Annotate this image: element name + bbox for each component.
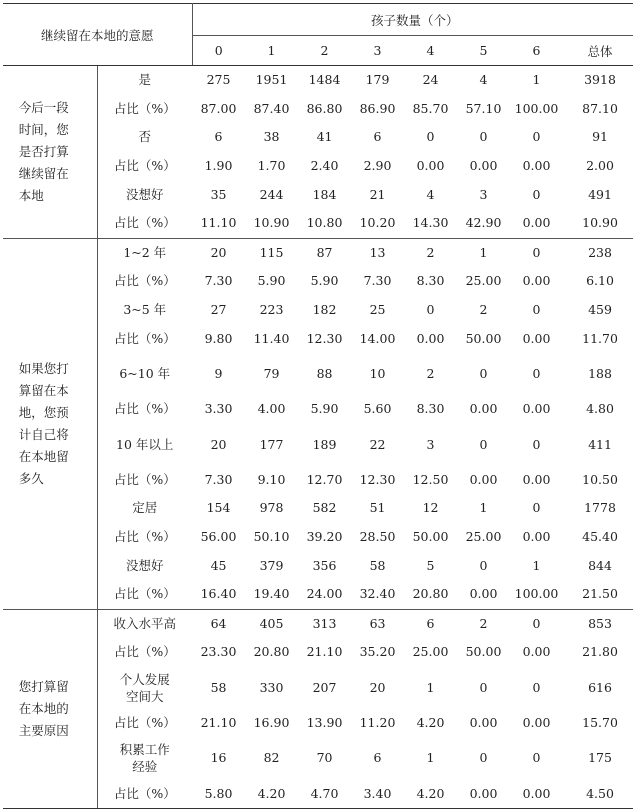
value-cell: 978 <box>259 500 284 516</box>
table-row <box>3 123 633 152</box>
value-cell: 313 <box>298 609 351 638</box>
row-label: 否 <box>138 129 152 145</box>
value-cell: 6.10 <box>586 273 614 289</box>
value-cell: 87.00 <box>200 100 237 116</box>
table-row <box>3 709 633 738</box>
value-cell: 11.40 <box>253 330 290 346</box>
value-cell: 0 <box>532 365 541 381</box>
column-header: 4 <box>404 36 457 66</box>
value-cell: 0 <box>479 129 488 145</box>
value-cell: 1 <box>426 679 435 695</box>
value-cell: 4 <box>479 72 488 88</box>
value-cell: 25.00 <box>412 644 449 660</box>
value-cell: 50.00 <box>465 644 502 660</box>
value-cell: 87.40 <box>253 100 290 116</box>
value-cell: 5 <box>426 557 435 573</box>
value-cell: 21.80 <box>582 644 618 660</box>
value-cell: 57.10 <box>465 100 502 116</box>
value-cell: 87.10 <box>582 100 618 116</box>
table-row <box>3 324 633 353</box>
value-cell: 3.30 <box>204 401 233 417</box>
value-cell: 0.00 <box>522 529 551 545</box>
value-cell: 356 <box>312 557 337 573</box>
value-cell: 275 <box>206 72 231 88</box>
value-cell: 63 <box>351 609 404 638</box>
table-row <box>3 152 633 181</box>
value-cell: 23.30 <box>200 644 237 660</box>
value-cell: 24.00 <box>306 586 343 602</box>
question-label: 您打算留在本地的主要原因 <box>18 678 69 738</box>
value-cell: 58 <box>210 679 227 695</box>
value-cell: 6 <box>373 750 382 766</box>
value-cell: 175 <box>588 750 612 766</box>
row-label-cell <box>97 424 192 466</box>
row-label-cell <box>97 609 192 638</box>
value-cell: 20 <box>192 238 245 267</box>
value-cell: 4.00 <box>257 401 286 417</box>
value-cell: 411 <box>588 436 612 452</box>
value-cell: 0 <box>479 557 488 573</box>
value-cell: 0 <box>426 129 435 145</box>
value-cell: 2.00 <box>586 158 614 174</box>
table-row <box>3 424 633 466</box>
row-label-cell <box>97 737 192 779</box>
value-cell: 58 <box>369 557 386 573</box>
value-cell: 51 <box>369 500 386 516</box>
row-label-cell <box>97 667 192 709</box>
value-cell: 0 <box>479 365 488 381</box>
table-row <box>3 466 633 495</box>
value-cell: 184 <box>312 186 337 202</box>
value-cell: 16.90 <box>253 714 290 730</box>
value-cell: 0.00 <box>510 779 563 808</box>
table-row <box>3 779 633 808</box>
question-label: 今后一段时间，您是否打算继续留在本地 <box>18 99 69 203</box>
column-header: 3 <box>351 36 404 66</box>
value-cell: 25 <box>369 302 386 318</box>
table-row <box>3 267 633 296</box>
value-cell: 4.20 <box>404 779 457 808</box>
value-cell: 238 <box>563 238 633 267</box>
table-row <box>3 667 633 709</box>
row-label: 收入水平高 <box>113 615 177 631</box>
value-cell: 10.20 <box>359 215 396 231</box>
value-cell: 16.40 <box>200 586 237 602</box>
row-label-cell <box>97 638 192 667</box>
value-cell: 20 <box>210 436 227 452</box>
value-cell: 0.00 <box>522 330 551 346</box>
value-cell: 21 <box>369 186 386 202</box>
row-label-cell <box>97 296 192 325</box>
column-header: 1 <box>245 36 298 66</box>
value-cell: 0 <box>510 609 563 638</box>
row-label-cell <box>97 523 192 552</box>
table-row <box>3 353 633 395</box>
value-cell: 2 <box>426 365 435 381</box>
row-label-cell <box>97 152 192 181</box>
row-header: 继续留在本地的意愿 <box>3 4 192 66</box>
value-cell: 1.90 <box>204 158 233 174</box>
value-cell: 50.10 <box>253 529 290 545</box>
table-row <box>3 523 633 552</box>
row-label: 6~10 年 <box>119 366 171 382</box>
value-cell: 1 <box>457 238 510 267</box>
value-cell: 4.20 <box>245 779 298 808</box>
value-cell: 0.00 <box>457 779 510 808</box>
row-label-cell <box>97 324 192 353</box>
table-row <box>3 66 633 95</box>
row-label: 没想好 <box>126 186 164 202</box>
value-cell: 0.00 <box>522 273 551 289</box>
value-cell: 50.00 <box>465 330 502 346</box>
row-label-cell <box>97 238 192 267</box>
value-cell: 4.50 <box>563 779 633 808</box>
value-cell: 0 <box>532 129 541 145</box>
row-label: 占比（%） <box>113 644 176 660</box>
value-cell: 0.00 <box>416 158 445 174</box>
value-cell: 82 <box>263 750 280 766</box>
value-cell: 0.00 <box>522 714 551 730</box>
value-cell: 6 <box>214 129 223 145</box>
value-cell: 189 <box>312 436 337 452</box>
value-cell: 15.70 <box>582 714 618 730</box>
value-cell: 0 <box>479 679 488 695</box>
value-cell: 64 <box>192 609 245 638</box>
value-cell: 7.30 <box>363 273 392 289</box>
value-cell: 4 <box>426 186 435 202</box>
value-cell: 2.40 <box>310 158 339 174</box>
value-cell: 100.00 <box>514 100 559 116</box>
value-cell: 25.00 <box>465 529 502 545</box>
value-cell: 32.40 <box>359 586 396 602</box>
value-cell: 0.00 <box>522 215 551 231</box>
value-cell: 13 <box>351 238 404 267</box>
value-cell: 379 <box>259 557 284 573</box>
value-cell: 20.80 <box>412 586 449 602</box>
value-cell: 87 <box>298 238 351 267</box>
row-label: 占比（%） <box>113 714 176 730</box>
value-cell: 1 <box>426 750 435 766</box>
value-cell: 1.70 <box>257 158 286 174</box>
row-label-cell <box>97 395 192 424</box>
row-label: 占比（%） <box>113 273 176 289</box>
value-cell: 3 <box>479 186 488 202</box>
value-cell: 853 <box>563 609 633 638</box>
value-cell: 10.80 <box>306 215 343 231</box>
question-label: 如果您打算留在本地，您预计自己将在本地留多久 <box>18 360 69 486</box>
row-label-cell <box>97 709 192 738</box>
value-cell: 491 <box>588 186 612 202</box>
value-cell: 0.00 <box>416 330 445 346</box>
value-cell: 0.00 <box>522 401 551 417</box>
value-cell: 5.90 <box>257 273 286 289</box>
value-cell: 9.10 <box>257 471 286 487</box>
value-cell: 0.00 <box>522 158 551 174</box>
value-cell: 20 <box>369 679 386 695</box>
row-label: 个人发展空间大 <box>119 671 170 704</box>
value-cell: 0 <box>532 186 541 202</box>
value-cell: 100.00 <box>514 586 559 602</box>
value-cell: 0.00 <box>469 158 498 174</box>
table-row <box>3 551 633 580</box>
value-cell: 7.30 <box>204 273 233 289</box>
value-cell: 0 <box>510 238 563 267</box>
value-cell: 8.30 <box>416 401 445 417</box>
value-cell: 0.00 <box>522 471 551 487</box>
row-label-cell <box>97 267 192 296</box>
value-cell: 182 <box>312 302 337 318</box>
value-cell: 0 <box>532 436 541 452</box>
table-row <box>3 580 633 609</box>
value-cell: 12.50 <box>412 471 449 487</box>
row-label: 占比（%） <box>113 529 176 545</box>
value-cell: 405 <box>245 609 298 638</box>
value-cell: 223 <box>259 302 284 318</box>
row-label-cell <box>97 180 192 209</box>
value-cell: 1484 <box>308 72 341 88</box>
value-cell: 244 <box>259 186 284 202</box>
value-cell: 21.10 <box>306 644 343 660</box>
value-cell: 20.80 <box>253 644 290 660</box>
table-row <box>3 95 633 124</box>
value-cell: 0.00 <box>469 401 498 417</box>
column-header: 6 <box>510 36 563 66</box>
table-body <box>3 66 633 809</box>
row-label: 积累工作经验 <box>119 742 170 775</box>
value-cell: 35 <box>210 186 227 202</box>
row-label: 3~5 年 <box>123 302 167 318</box>
value-cell: 38 <box>263 129 280 145</box>
value-cell: 11.20 <box>359 714 396 730</box>
value-cell: 27 <box>210 302 227 318</box>
column-header: 0 <box>192 36 245 66</box>
value-cell: 188 <box>588 365 612 381</box>
value-cell: 0.00 <box>469 714 498 730</box>
value-cell: 1 <box>532 72 541 88</box>
value-cell: 0 <box>532 500 541 516</box>
value-cell: 24 <box>422 72 439 88</box>
value-cell: 10.90 <box>253 215 290 231</box>
value-cell: 79 <box>263 365 280 381</box>
value-cell: 154 <box>206 500 231 516</box>
row-label: 占比（%） <box>113 215 176 231</box>
table-row <box>3 296 633 325</box>
value-cell: 844 <box>588 557 612 573</box>
value-cell: 91 <box>592 129 608 145</box>
value-cell: 207 <box>312 679 337 695</box>
row-label-cell <box>97 66 192 95</box>
table-row <box>3 395 633 424</box>
value-cell: 616 <box>588 679 612 695</box>
value-cell: 2 <box>479 302 488 318</box>
table-row <box>3 209 633 238</box>
row-label: 定居 <box>132 500 158 516</box>
value-cell: 50.00 <box>412 529 449 545</box>
value-cell: 21.50 <box>582 586 618 602</box>
table-row <box>3 494 633 523</box>
value-cell: 4.80 <box>586 401 614 417</box>
row-label-cell <box>97 209 192 238</box>
value-cell: 115 <box>245 238 298 267</box>
row-label-cell <box>97 779 192 808</box>
value-cell: 7.30 <box>204 471 233 487</box>
row-label-cell <box>97 466 192 495</box>
value-cell: 11.70 <box>582 330 618 346</box>
row-label: 占比（%） <box>113 330 176 346</box>
value-cell: 13.90 <box>306 714 343 730</box>
value-cell: 28.50 <box>359 529 396 545</box>
value-cell: 45 <box>210 557 227 573</box>
row-label: 没想好 <box>126 557 164 573</box>
question-cell <box>3 66 97 239</box>
value-cell: 39.20 <box>306 529 343 545</box>
table-row <box>3 737 633 779</box>
value-cell: 2.90 <box>363 158 392 174</box>
value-cell: 6 <box>373 129 382 145</box>
row-label: 1~2 年 <box>123 244 167 260</box>
value-cell: 12.30 <box>359 471 396 487</box>
value-cell: 459 <box>588 302 612 318</box>
row-label-cell <box>97 123 192 152</box>
value-cell: 0 <box>532 750 541 766</box>
value-cell: 9 <box>214 365 223 381</box>
value-cell: 56.00 <box>200 529 237 545</box>
value-cell: 330 <box>259 679 284 695</box>
value-cell: 0 <box>532 302 541 318</box>
row-label: 占比（%） <box>113 785 176 801</box>
value-cell: 35.20 <box>359 644 396 660</box>
value-cell: 88 <box>316 365 333 381</box>
row-label-cell <box>97 95 192 124</box>
value-cell: 41 <box>316 129 333 145</box>
value-cell: 2 <box>457 609 510 638</box>
value-cell: 1 <box>532 557 541 573</box>
value-cell: 4.70 <box>298 779 351 808</box>
value-cell: 1 <box>479 500 488 516</box>
value-cell: 1951 <box>255 72 288 88</box>
row-label: 占比（%） <box>113 158 176 174</box>
column-header: 总体 <box>563 36 633 66</box>
value-cell: 3918 <box>584 72 616 88</box>
value-cell: 12.70 <box>306 471 343 487</box>
value-cell: 6 <box>404 609 457 638</box>
value-cell: 16 <box>210 750 227 766</box>
row-label-cell <box>97 494 192 523</box>
value-cell: 22 <box>369 436 386 452</box>
value-cell: 86.80 <box>306 100 343 116</box>
value-cell: 5.60 <box>363 401 392 417</box>
value-cell: 1778 <box>584 500 616 516</box>
row-label-cell <box>97 353 192 395</box>
data-table <box>3 3 633 809</box>
column-header: 2 <box>298 36 351 66</box>
value-cell: 12 <box>422 500 439 516</box>
value-cell: 8.30 <box>416 273 445 289</box>
value-cell: 21.10 <box>200 714 237 730</box>
row-label: 10 年以上 <box>116 437 174 453</box>
row-label: 占比（%） <box>113 401 176 417</box>
question-cell <box>3 609 97 808</box>
value-cell: 582 <box>312 500 337 516</box>
value-cell: 86.90 <box>359 100 396 116</box>
value-cell: 0 <box>479 750 488 766</box>
value-cell: 179 <box>365 72 390 88</box>
value-cell: 0.00 <box>469 471 498 487</box>
value-cell: 3.40 <box>351 779 404 808</box>
value-cell: 11.10 <box>200 215 237 231</box>
value-cell: 4.20 <box>416 714 445 730</box>
column-header: 5 <box>457 36 510 66</box>
value-cell: 177 <box>259 436 284 452</box>
value-cell: 42.90 <box>465 215 502 231</box>
value-cell: 5.80 <box>192 779 245 808</box>
value-cell: 0.00 <box>469 586 498 602</box>
value-cell: 5.90 <box>310 273 339 289</box>
table-row <box>3 180 633 209</box>
column-group-header: 孩子数量（个） <box>192 4 633 36</box>
row-label-cell <box>97 580 192 609</box>
value-cell: 14.00 <box>359 330 396 346</box>
value-cell: 0 <box>532 679 541 695</box>
row-label: 占比（%） <box>113 100 176 116</box>
value-cell: 10.90 <box>582 215 618 231</box>
value-cell: 0 <box>426 302 435 318</box>
value-cell: 14.30 <box>412 215 449 231</box>
value-cell: 85.70 <box>412 100 449 116</box>
value-cell: 0 <box>479 436 488 452</box>
row-label: 是 <box>138 72 152 88</box>
value-cell: 19.40 <box>253 586 290 602</box>
table-row <box>3 609 633 638</box>
value-cell: 70 <box>316 750 333 766</box>
question-cell <box>3 238 97 609</box>
value-cell: 10.50 <box>582 471 618 487</box>
table-row <box>3 238 633 267</box>
value-cell: 3 <box>426 436 435 452</box>
table-row <box>3 638 633 667</box>
value-cell: 45.40 <box>582 529 618 545</box>
value-cell: 2 <box>404 238 457 267</box>
row-label-cell <box>97 551 192 580</box>
value-cell: 12.30 <box>306 330 343 346</box>
row-label: 占比（%） <box>113 471 176 487</box>
value-cell: 9.80 <box>204 330 233 346</box>
value-cell: 25.00 <box>465 273 502 289</box>
row-label: 占比（%） <box>113 586 176 602</box>
value-cell: 0.00 <box>522 644 551 660</box>
value-cell: 5.90 <box>310 401 339 417</box>
value-cell: 10 <box>369 365 386 381</box>
